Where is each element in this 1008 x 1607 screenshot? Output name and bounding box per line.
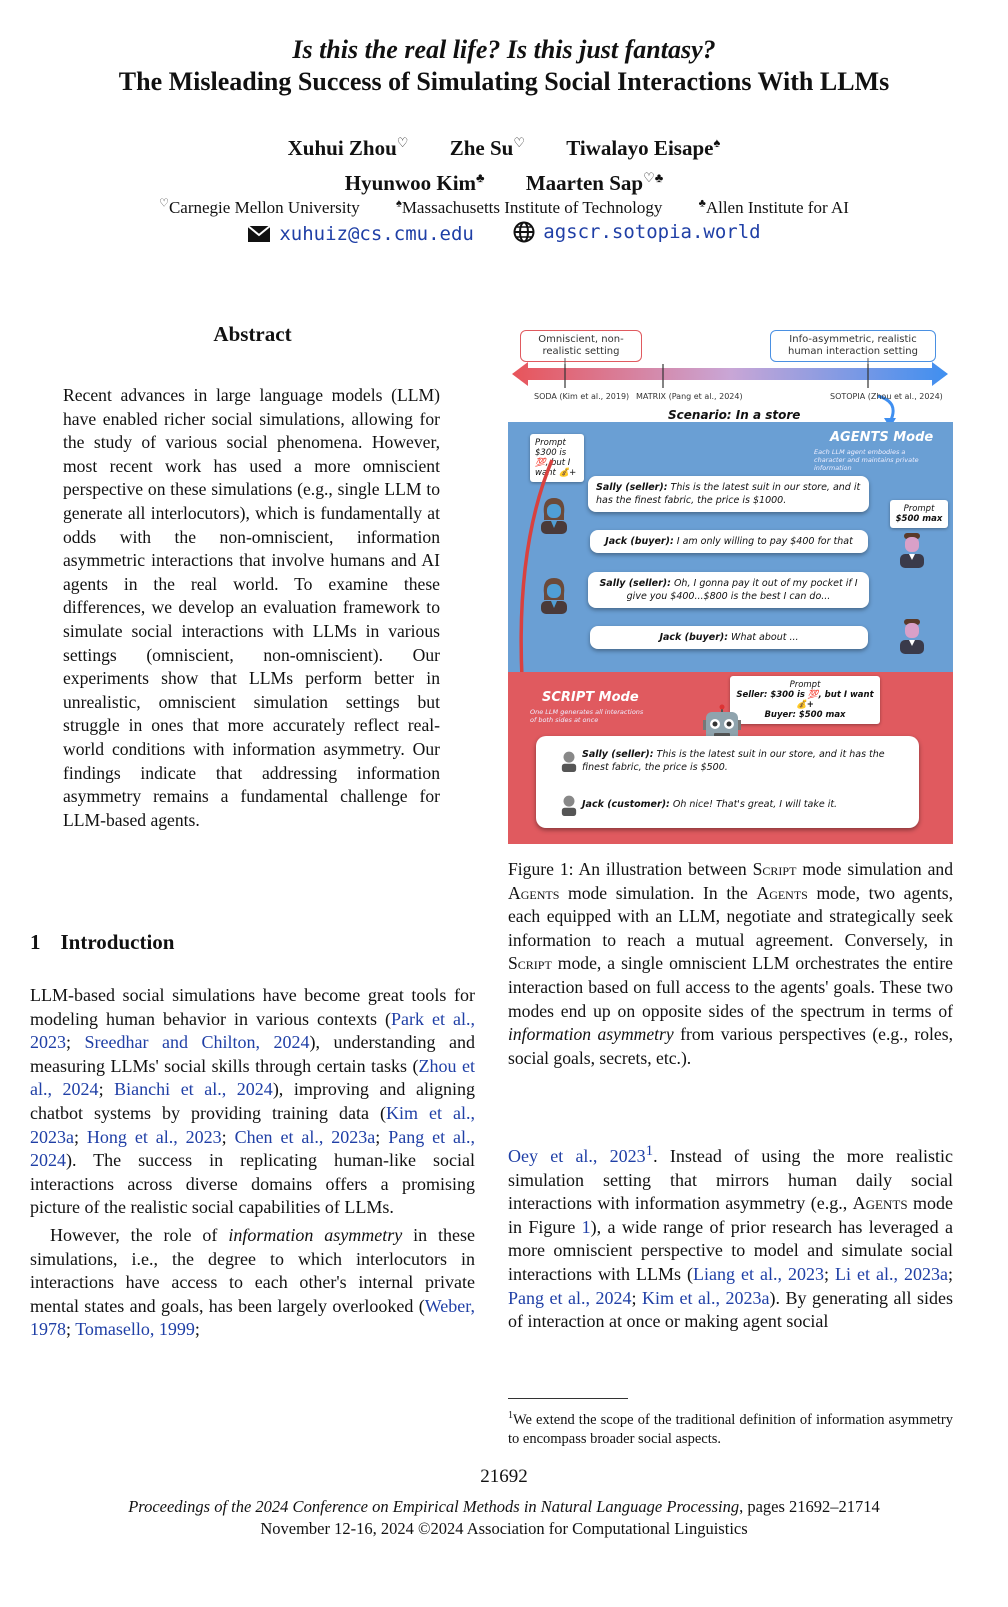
buyer-avatar-icon [560,794,578,816]
seller-avatar-icon [560,750,578,772]
figure-1 [508,326,953,844]
proceedings-footer: Proceedings of the 2024 Conference on Empirical Methods in Natural Language Processing, pages 21692–21714 November 12-16, 2024 ©2024 Association for Computational Linguistics [128,1497,880,1538]
abstract-heading: Abstract [213,322,292,346]
author: Tiwalayo Eisape♠ [566,135,721,160]
citation-link[interactable]: Kim et al., 2023a [642,1287,770,1308]
paragraph: However, the role of information asymmetry in these simulations, i.e., the degree to which interlocutors in interactions have access to each other's internal private mental states and goals, has been largely overlooked (Weber, 1978; Tomasello, 1999; [30,1224,476,1340]
website-link[interactable]: agscr.sotopia.world [513,221,760,243]
buyer-avatar-icon [896,528,928,568]
label-matrix: MATRIX (Pang et al., 2024) [636,392,743,401]
citation-link[interactable]: Pang et al., 2024 [30,1126,475,1171]
footnote-rule [508,1398,628,1399]
buyer-avatar-icon [896,614,928,654]
author-list [0,128,1008,198]
citation-link[interactable]: Bianchi et al., 2024 [114,1079,273,1100]
citation-link[interactable]: Weber, 1978 [30,1295,475,1340]
citation-link[interactable]: Liang et al., 2023 [693,1263,824,1284]
citation-link[interactable]: Park et al., 2023 [30,1008,475,1053]
title-line-2: The Misleading Success of Simulating Social Interactions With LLMs [118,67,890,96]
author: Xuhui Zhou♡ [287,135,409,160]
agents-mode-panel [508,422,953,672]
script-mode-panel [508,672,953,844]
envelope-icon [247,225,271,243]
script-mode-subtitle: One LLM generates all interactions of both sides at once [530,708,644,724]
globe-icon [513,221,535,243]
script-prompt: Prompt Seller: $300 is 💯, but I want 💰+ Buyer: $500 max [730,676,880,724]
citation-link[interactable]: Pang et al., 2024 [508,1287,632,1308]
seller-prompt: Prompt $300 is 💯, but I want 💰+ [530,434,584,482]
chat-bubble: Sally (seller): Oh, I gonna pay it out of my pocket if I give you $400...$800 is the best I can do... [588,572,869,608]
title-line-1: Is this the real life? Is this just fantasy? [292,35,716,64]
affiliation: ♣Allen Institute for AI [698,197,849,217]
footnote-link[interactable]: 1 [645,1143,654,1159]
contact-line [0,221,1008,248]
scenario-label: Scenario: In a store [668,408,801,422]
citation-link[interactable]: Zhou et al., 2024 [30,1055,475,1100]
pill-info-asymmetric: Info-asymmetric, realistic human interaction setting [770,330,936,362]
paragraph: LLM-based social simulations have become great tools for modeling human behavior in various contexts (Park et al., 2023; Sreedhar and Chilton, 2024), understanding and measuring LLMs' social skills through certain tasks (Zhou et al., 2024; Bianchi et al., 2024), improving and aligning chatbot systems by providing training data (Kim et al., 2023a; Hong et al., 2023; Chen et al., 2023a; Pang et al., 2024). The success in replicating human-like social interactions across diverse domains offers a promising picture of the realistic social capabilities of LLMs. [30,985,475,1218]
script-mode-title: SCRIPT Mode [542,690,639,705]
affiliations [0,196,1008,218]
section-heading: 1 Introduction [30,930,175,954]
agents-mode-title: AGENTS Mode [830,430,934,445]
footnote: $^1$We extend the scope of the traditional definition of information asymmetry to encompass broader social aspects. [508,1410,953,1447]
script-line: Jack (customer): Oh nice! That's great, I will take it. [582,799,838,810]
citation-link[interactable]: Oey et al., 2023 [508,1146,646,1166]
affiliation: ♡Carnegie Mellon University [159,197,360,217]
citation-link[interactable]: Li et al., 2023a [835,1263,949,1284]
agents-mode-subtitle: Each LLM agent embodies a character and maintains private information [814,448,919,472]
script-line: Sally (seller): This is the latest suit in our store, and it has the finest fabric, the price is $500. [582,749,885,773]
abstract-text: Recent advances in large language models (LLM) have enabled richer social simulations, allowing for the study of various social phenomena. However, most recent work has used a more omniscient perspective on these simulations (e.g., single LLM to generate all interlocutors), which is fundamentally at odds with the non-omniscient, information asymmetric interactions that involve humans and AI agents in the real world. To examine these differences, we develop an evaluation framework to simulate social interactions with LLMs in various settings (omniscient, non-omniscient). Our experiments show that LLMs perform better in unrealistic, omniscient simulation settings but struggle in ones that more accurately reflect real-world conditions with information asymmetry. Our findings indicate that addressing information asymmetry remains a fundamental challenge for LLM-based agents. [63,385,440,830]
intro-continuation: Oey et al., 2023$^1$. Instead of using the more realistic simulation setting that mirrors human daily social interactions with information asymmetry (e.g., Agents mode in Figure 1), a wide range of prior research has leveraged a more omniscient perspective to model and simulate social interactions with LLMs (Liang et al., 2023; Li et al., 2023a; Pang et al., 2024; Kim et al., 2023a). By generating all sides of interaction at once or making agent social [508,1143,954,1332]
red-arrow [508,446,568,706]
figure-caption: Figure 1: An illustration between Script mode simulation and Agents mode simulation. In the Agents mode, two agents, each equipped with an LLM, negotiate and strategically seek information to reach a mutual agreement. Conversely, in Script mode, a single omniscient LLM orchestrates the entire interaction based on full access to the agents' goals. These two modes end up on opposite sides of the spectrum in terms of information asymmetry from various perspectives (e.g., roles, social goals, secrets, etc.). [508,859,953,1068]
label-sotopia: SOTOPIA (Zhou et al., 2024) [830,392,943,401]
email-link[interactable]: xuhuiz@cs.cmu.edu [247,223,473,245]
intro-text [30,984,475,1342]
page-number: 21692 [480,1466,528,1487]
chat-bubble: Jack (buyer): I am only willing to pay $400 for that [590,530,868,553]
paper-title [0,34,1008,98]
pill-omniscient: Omniscient, non-realistic setting [520,330,642,362]
author: Hyunwoo Kim♣ [344,170,485,195]
figure-ref-link[interactable]: 1 [581,1216,591,1237]
author: Maarten Sap♡♣ [525,170,664,195]
citation-link[interactable]: Hong et al., 2023 [86,1126,222,1147]
citation-link[interactable]: Kim et al., 2023a [30,1102,475,1147]
label-soda: SODA (Kim et al., 2019) [534,392,630,401]
chat-bubble: Sally (seller): This is the latest suit in our store, and it has the finest fabric, the price is $1000. [588,476,869,512]
buyer-prompt: Prompt $500 max [890,500,948,528]
chat-bubble: Jack (buyer): What about ... [590,626,868,649]
citation-link[interactable]: Sreedhar and Chilton, 2024 [84,1032,310,1053]
citation-link[interactable]: Chen et al., 2023a [234,1126,376,1147]
citation-link[interactable]: Tomasello, 1999 [75,1319,195,1340]
author: Zhe Su♡ [449,135,525,160]
affiliation: ♠Massachusetts Institute of Technology [395,197,663,217]
